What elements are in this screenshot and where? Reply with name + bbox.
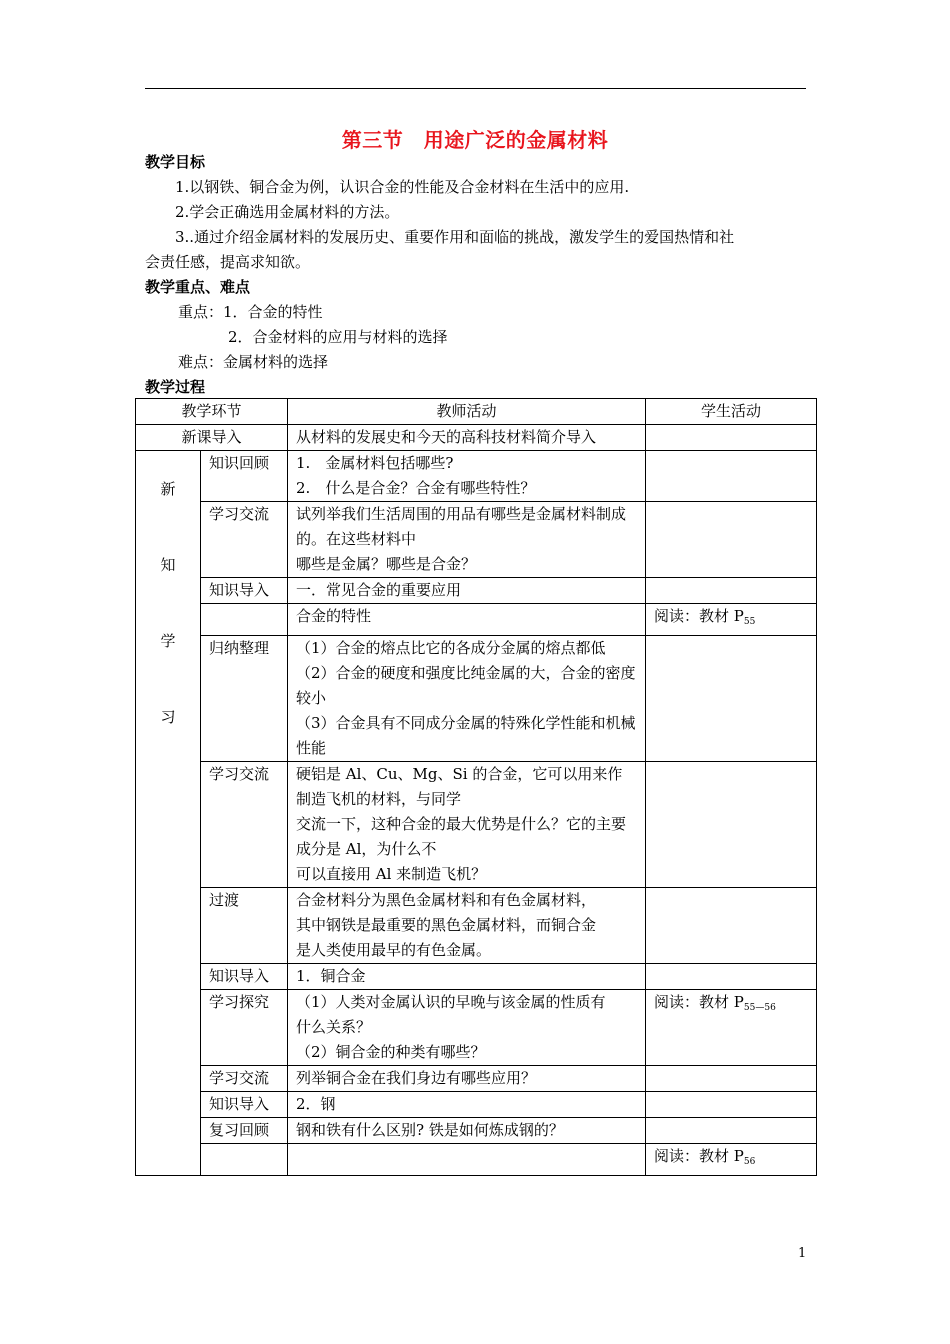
stage-cell: 知识导入 bbox=[201, 964, 288, 990]
table-row bbox=[136, 1066, 817, 1092]
teacher-line: 1．铜合金 bbox=[296, 967, 366, 985]
teacher-line: 2. 什么是合金？合金有哪些特性？ bbox=[296, 479, 536, 497]
teacher-line: 一．常见合金的重要应用 bbox=[296, 581, 462, 599]
teacher-line: 钢和铁有什么区别? 铁是如何炼成钢的？ bbox=[296, 1121, 564, 1139]
teacher-cell bbox=[288, 1066, 646, 1092]
stage-cell: 学习探究 bbox=[201, 990, 288, 1066]
student-cell bbox=[646, 636, 817, 762]
intro-stage: 新课导入 bbox=[136, 425, 288, 451]
student-cell bbox=[646, 1066, 817, 1092]
teacher-cell bbox=[288, 1092, 646, 1118]
table-row bbox=[136, 1092, 817, 1118]
intro-teacher: 从材料的发展史和今天的高科技材料简介导入 bbox=[288, 425, 646, 451]
teacher-line: 哪些是金属？哪些是合金？ bbox=[296, 555, 477, 573]
teacher-cell bbox=[288, 1118, 646, 1144]
student-cell bbox=[646, 1144, 817, 1176]
teacher-cell bbox=[288, 964, 646, 990]
teacher-cell bbox=[288, 604, 646, 636]
stage-cell: 知识导入 bbox=[201, 1092, 288, 1118]
student-cell bbox=[646, 502, 817, 578]
section-label-char: 习 bbox=[160, 708, 176, 726]
student-cell bbox=[646, 451, 817, 502]
student-cell bbox=[646, 578, 817, 604]
stage-cell: 复习回顾 bbox=[201, 1118, 288, 1144]
table-row bbox=[136, 636, 817, 762]
page-number: 1 bbox=[798, 1246, 807, 1261]
header-student: 学生活动 bbox=[646, 399, 817, 425]
header-stage: 教学环节 bbox=[136, 399, 288, 425]
teacher-line: 可以直接用 Al 来制造飞机？ bbox=[296, 865, 487, 883]
teacher-cell bbox=[288, 502, 646, 578]
process-heading: 教学过程 bbox=[145, 378, 206, 396]
stage-cell: 知识导入 bbox=[201, 578, 288, 604]
page-ref-subscript: 55 bbox=[743, 617, 756, 627]
table-row bbox=[136, 1144, 817, 1176]
page-title: 第三节 用途广泛的金属材料 bbox=[341, 128, 609, 152]
intro-student bbox=[646, 425, 817, 451]
objective-item: 3..通过介绍金属材料的发展历史、重要作用和面临的挑战，激发学生的爱国热情和社 bbox=[175, 228, 735, 246]
section-label-char: 新 bbox=[160, 480, 176, 498]
objectives-heading: 教学目标 bbox=[145, 153, 206, 171]
objective-item: 会责任感，提高求知欲。 bbox=[145, 253, 311, 271]
table-row bbox=[136, 502, 817, 578]
teacher-line: 列举铜合金在我们身边有哪些应用？ bbox=[296, 1069, 537, 1087]
teacher-line: 其中钢铁是最重要的黑色金属材料，而铜合金 bbox=[296, 916, 597, 934]
teacher-line: 交流一下，这种合金的最大优势是什么？它的主要成分是 Al，为什么不 bbox=[296, 815, 627, 858]
process-table bbox=[135, 398, 817, 1176]
difficulty-line: 难点：金属材料的选择 bbox=[178, 353, 329, 371]
table-row bbox=[136, 1118, 817, 1144]
section-label bbox=[136, 451, 201, 1176]
teacher-line bbox=[296, 1144, 637, 1169]
stage-cell: 知识回顾 bbox=[201, 451, 288, 502]
section-label-char: 学 bbox=[160, 632, 176, 650]
teacher-line: 2．钢 bbox=[296, 1095, 336, 1113]
section-label-char: 知 bbox=[160, 556, 176, 574]
page-ref-subscript: 55—56 bbox=[743, 1003, 776, 1013]
teacher-cell bbox=[288, 578, 646, 604]
teacher-line: 合金材料分为黑色金属材料和有色金属材料， bbox=[296, 891, 597, 909]
table-header-row bbox=[136, 399, 817, 425]
student-cell bbox=[646, 964, 817, 990]
teacher-line: 是人类使用最早的有色金属。 bbox=[296, 941, 492, 959]
page-ref-subscript: 56 bbox=[743, 1157, 756, 1167]
teacher-line: （2）铜合金的种类有哪些？ bbox=[296, 1043, 486, 1061]
table-row bbox=[136, 604, 817, 636]
table-row bbox=[136, 888, 817, 964]
keypoint-line: 2．合金材料的应用与材料的选择 bbox=[228, 328, 448, 346]
stage-cell: 学习交流 bbox=[201, 1066, 288, 1092]
teacher-cell bbox=[288, 990, 646, 1066]
table-row bbox=[136, 578, 817, 604]
stage-cell bbox=[201, 604, 288, 636]
teacher-cell bbox=[288, 762, 646, 888]
student-text: 阅读：教材 P bbox=[654, 1147, 744, 1165]
teacher-cell bbox=[288, 888, 646, 964]
header-rule bbox=[145, 88, 806, 89]
objective-item: 1.以钢铁、铜合金为例，认识合金的性能及合金材料在生活中的应用. bbox=[175, 178, 630, 196]
student-cell bbox=[646, 762, 817, 888]
student-cell bbox=[646, 888, 817, 964]
table-row bbox=[136, 425, 817, 451]
teacher-line: 硬铝是 Al、Cu、Mg、Si 的合金，它可以用来作制造飞机的材料，与同学 bbox=[296, 765, 623, 808]
keypoint-line: 重点：1．合金的特性 bbox=[178, 303, 323, 321]
student-text: 阅读：教材 P bbox=[654, 607, 744, 625]
objective-item: 2.学会正确选用金属材料的方法。 bbox=[175, 203, 400, 221]
stage-cell bbox=[201, 1144, 288, 1176]
table-row bbox=[136, 964, 817, 990]
teacher-cell bbox=[288, 636, 646, 762]
student-cell bbox=[646, 1092, 817, 1118]
table-row bbox=[136, 451, 817, 502]
stage-cell: 学习交流 bbox=[201, 762, 288, 888]
teacher-line: 什么关系？ bbox=[296, 1018, 372, 1036]
stage-cell: 过渡 bbox=[201, 888, 288, 964]
header-teacher: 教师活动 bbox=[288, 399, 646, 425]
table-row bbox=[136, 990, 817, 1066]
teacher-line: （3）合金具有不同成分金属的特殊化学性能和机械性能 bbox=[296, 714, 636, 757]
teacher-cell bbox=[288, 1144, 646, 1176]
teacher-line: 合金的特性 bbox=[296, 607, 372, 625]
student-cell bbox=[646, 1118, 817, 1144]
table-row bbox=[136, 762, 817, 888]
teacher-line: 1. 金属材料包括哪些? bbox=[296, 454, 454, 472]
stage-cell: 学习交流 bbox=[201, 502, 288, 578]
student-cell bbox=[646, 990, 817, 1066]
teacher-line: 试列举我们生活周围的用品有哪些是金属材料制成的。在这些材料中 bbox=[296, 505, 627, 548]
teacher-line: （1）合金的熔点比它的各成分金属的熔点都低 bbox=[296, 639, 606, 657]
student-text: 阅读：教材 P bbox=[654, 993, 744, 1011]
keypoints-heading: 教学重点、难点 bbox=[145, 278, 251, 296]
teacher-cell bbox=[288, 451, 646, 502]
teacher-line: （2）合金的硬度和强度比纯金属的大，合金的密度较小 bbox=[296, 664, 636, 707]
student-cell bbox=[646, 604, 817, 636]
teacher-line: （1）人类对金属认识的早晚与该金属的性质有 bbox=[296, 993, 606, 1011]
stage-cell: 归纳整理 bbox=[201, 636, 288, 762]
